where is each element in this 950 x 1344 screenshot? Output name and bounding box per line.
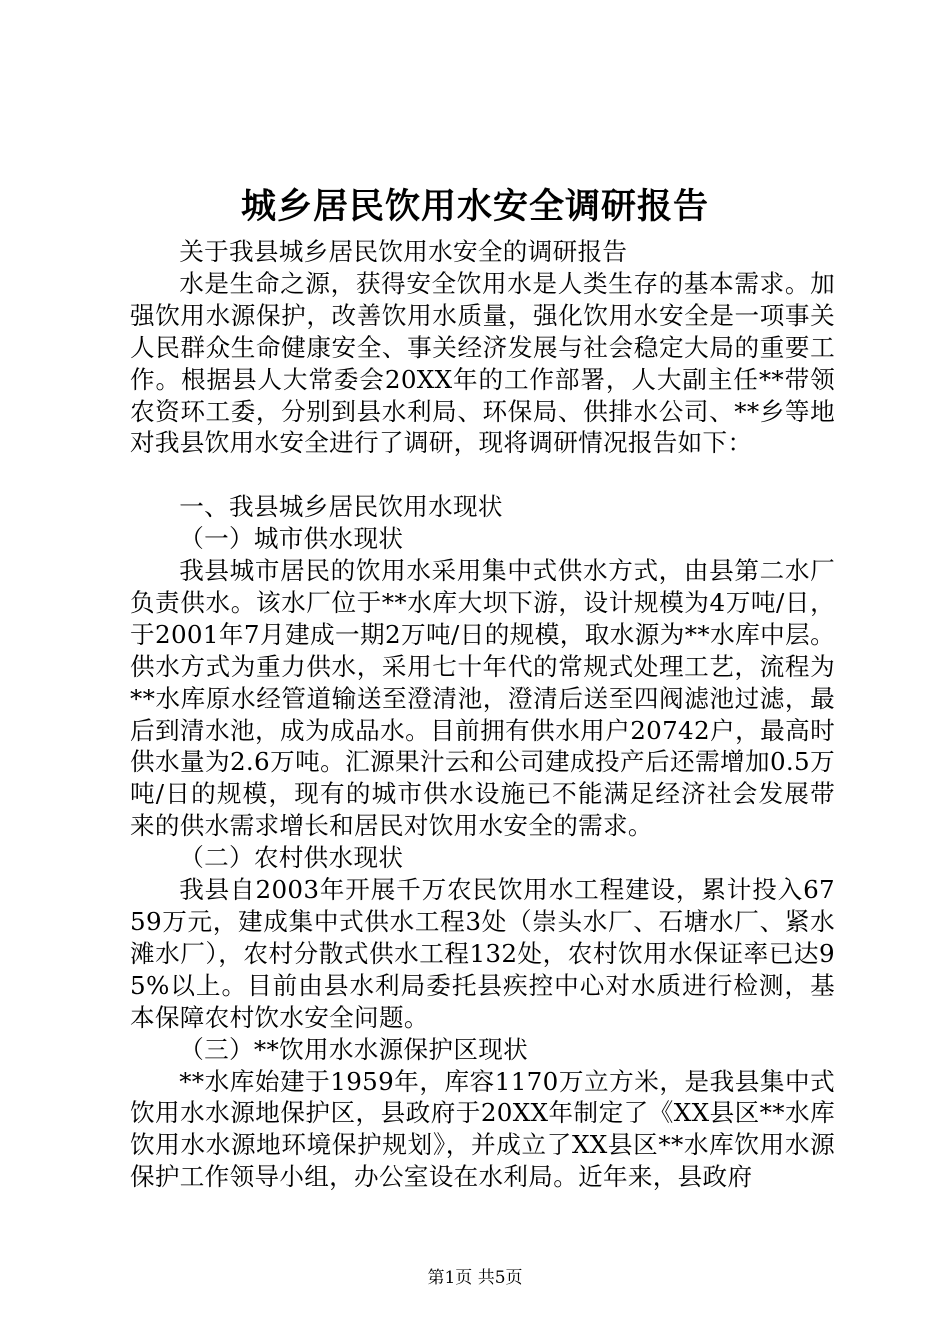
- subsection-heading-urban: （一）城市供水现状: [179, 524, 404, 554]
- protection-zone-paragraph: **水库始建于1959年，库容1170万立方米，是我县集中式饮用水水源地保护区，县政府于20XX年制定了《XX县区**水库饮用水水源地环境保护规划》，并成立了XX县区**水库饮用水源保护工作领导小组，办公室设在水利局。近年来，县政府: [130, 1066, 835, 1192]
- paragraph-gap: [130, 459, 835, 491]
- section-heading: 一、我县城乡居民饮用水现状: [179, 492, 503, 522]
- subsection-heading-protection: （三）**饮用水水源保护区现状: [179, 1034, 529, 1064]
- document-body: [130, 236, 835, 1193]
- document-title: 城乡居民饮用水安全调研报告: [240, 187, 709, 227]
- rural-supply-paragraph: 我县自2003年开展千万农民饮用水工程建设，累计投入6759万元，建成集中式供水工程3处（崇头水厂、石塘水厂、紧水滩水厂），农村分散式供水工程132处，农村饮用水保证率已达95%以上。目前由县水利局委托县疾控中心对水质进行检测，基本保障农村饮水安全问题。: [130, 875, 835, 1032]
- subtitle-paragraph: 关于我县城乡居民饮用水安全的调研报告: [179, 237, 628, 266]
- subsection-heading-rural: （二）农村供水现状: [179, 843, 404, 873]
- intro-paragraph: 水是生命之源，获得安全饮用水是人类生存的基本需求。加强饮用水源保护，改善饮用水质量，强化饮用水安全是一项事关人民群众生命健康安全、事关经济发展与社会稳定大局的重要工作。根据县人大常委会20XX年的工作部署，人大副主任**带领农资环工委，分别到县水利局、环保局、供排水公司、**乡等地对我县饮用水安全进行了调研，现将调研情况报告如下：: [130, 268, 835, 458]
- urban-supply-paragraph: 我县城市居民的饮用水采用集中式供水方式，由县第二水厂负责供水。该水厂位于**水库大坝下游，设计规模为4万吨/日，于2001年7月建成一期2万吨/日的规模，取水源为**水库中层。供水方式为重力供水，采用七十年代的常规式处理工艺，流程为**水库原水经管道输送至澄清池，澄清后送至四阀滤池过滤，最后到清水池，成为成品水。目前拥有供水用户20742户，最高时供水量为2.6万吨。汇源果汁云和公司建成投产后还需增加0.5万吨/日的规模，现有的城市供水设施已不能满足经济社会发展带来的供水需求增长和居民对饮用水安全的需求。: [130, 556, 835, 841]
- page-footer: 第1页 共5页: [427, 1268, 523, 1288]
